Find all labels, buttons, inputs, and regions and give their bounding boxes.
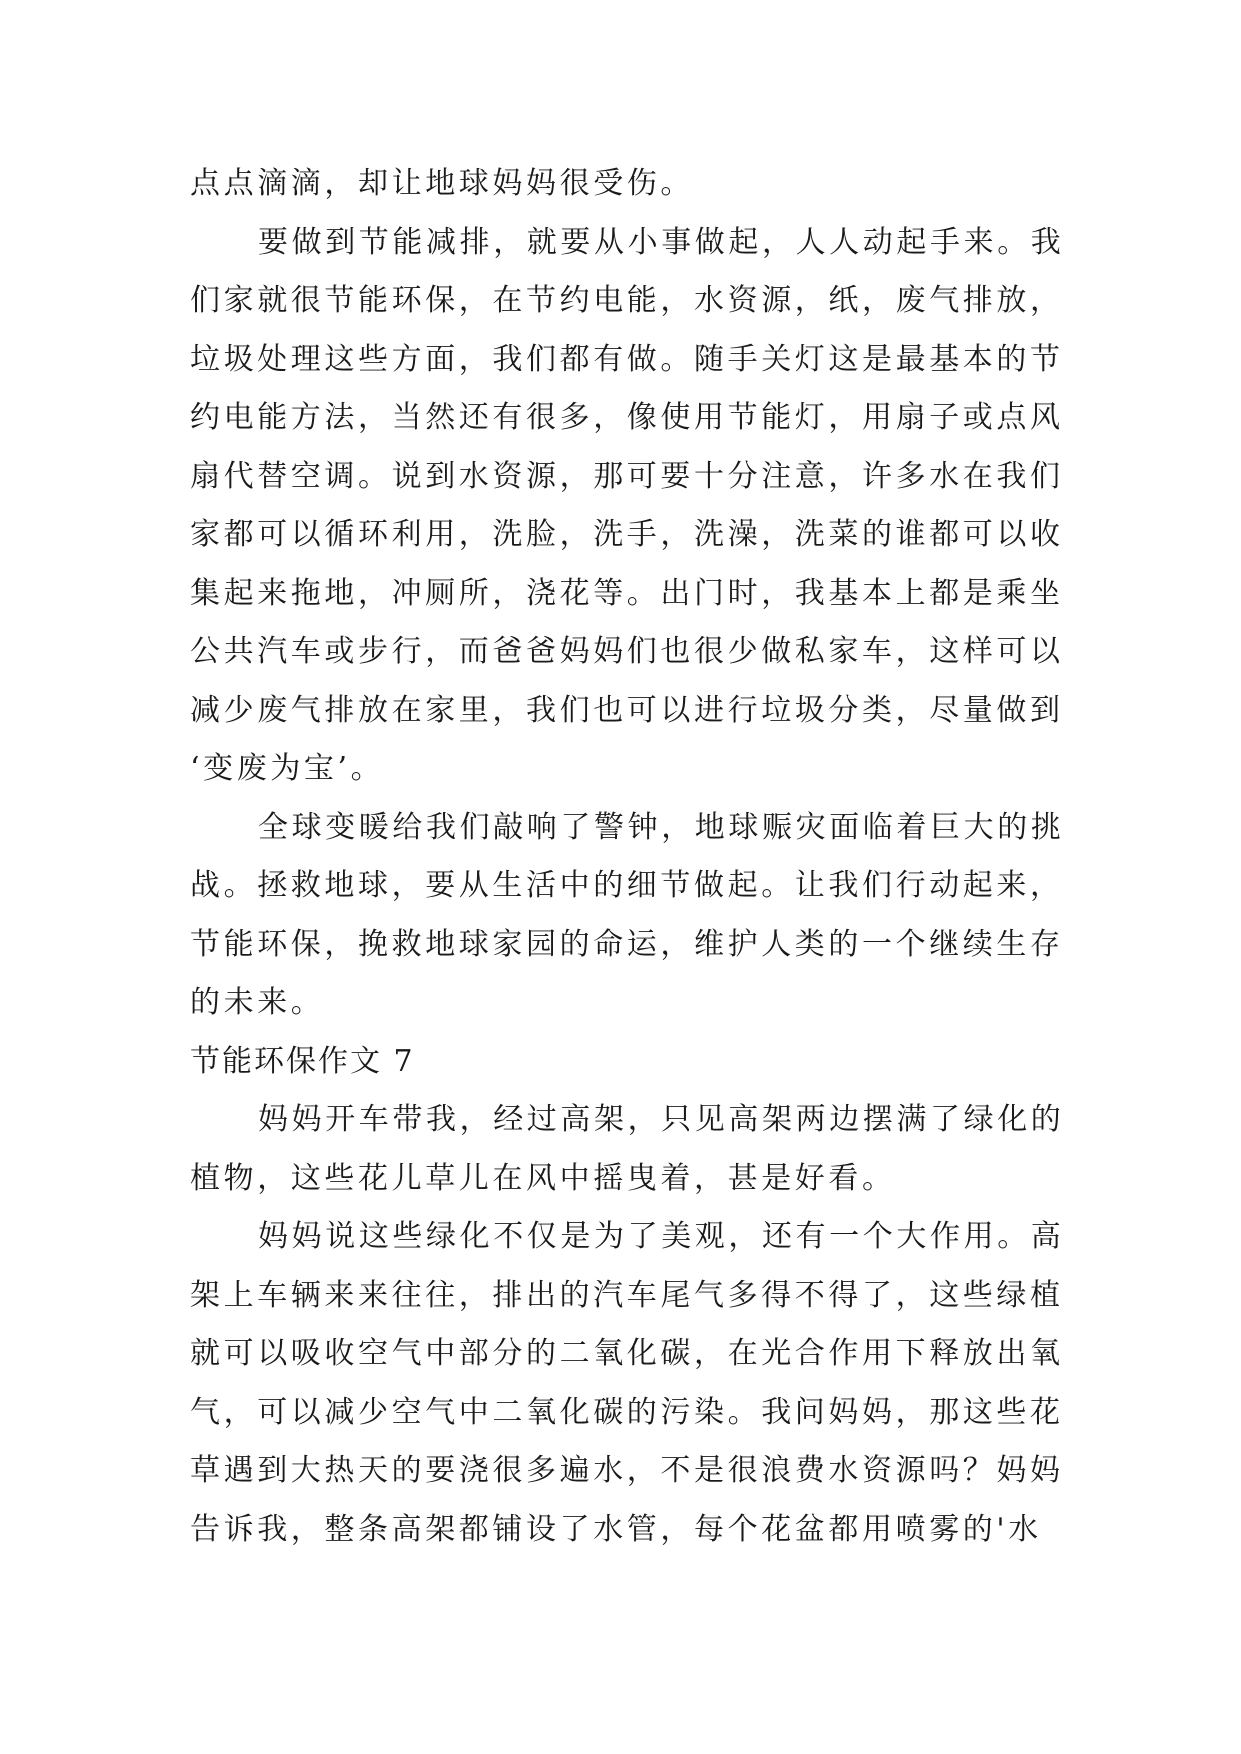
paragraph-first-line: 要做到节能减排，就要从小事做起，人人动起手来。我 <box>258 224 1065 260</box>
text-line: 公共汽车或步行，而爸爸妈妈们也很少做私家车，这样可以 <box>190 634 1064 669</box>
text-line: 扇代替空调。说到水资源，那可要十分注意，许多水在我们 <box>190 458 1064 494</box>
text-line: 减少废气排放在家里，我们也可以进行垃圾分类，尽量做到 <box>190 692 1064 728</box>
paragraph-first-line: 妈妈说这些绿化不仅是为了美观，还有一个大作用。高 <box>258 1219 1065 1254</box>
text-line: 架上车辆来来往往，排出的汽车尾气多得不得了，这些绿植 <box>190 1277 1064 1313</box>
paragraph-first-line: 全球变暖给我们敲响了警钟，地球赈灾面临着巨大的挑 <box>258 809 1065 845</box>
text-line: 草遇到大热天的要浇很多遍水，不是很浪费水资源吗？妈妈 <box>190 1453 1064 1488</box>
text-line: 告诉我，整条高架都铺设了水管，每个花盆都用喷雾的'水 <box>190 1511 1042 1547</box>
text-line: 垃圾处理这些方面，我们都有做。随手关灯这是最基本的节 <box>190 341 1064 377</box>
text-line: 战。拯救地球，要从生活中的细节做起。让我们行动起来， <box>190 868 1064 903</box>
text-line: 集起来拖地，冲厕所，浇花等。出门时，我基本上都是乘坐 <box>190 575 1064 611</box>
document-body <box>190 155 1065 1559</box>
text-line: 就可以吸收空气中部分的二氧化碳，在光合作用下释放出氧 <box>190 1336 1064 1371</box>
text-line: 植物，这些花儿草儿在风中摇曳着，甚是好看。 <box>190 1160 896 1196</box>
section-heading: 节能环保作文 7 <box>190 1043 415 1079</box>
text-line: ‘变废为宝’。 <box>190 751 385 786</box>
text-line: 约电能方法，当然还有很多，像使用节能灯，用扇子或点风 <box>190 400 1064 435</box>
text-line: 节能环保，挽救地球家园的命运，维护人类的一个继续生存 <box>190 926 1064 962</box>
text-line: 们家就很节能环保，在节约电能，水资源，纸，废气排放， <box>190 283 1064 318</box>
text-line: 气，可以减少空气中二氧化碳的污染。我问妈妈，那这些花 <box>190 1394 1064 1430</box>
text-line: 的未来。 <box>190 985 325 1020</box>
text-line: 点点滴滴，却让地球妈妈很受伤。 <box>190 166 694 201</box>
text-line: 家都可以循环利用，洗脸，洗手，洗澡，洗菜的谁都可以收 <box>190 517 1064 552</box>
paragraph-first-line: 妈妈开车带我，经过高架，只见高架两边摆满了绿化的 <box>258 1102 1065 1137</box>
